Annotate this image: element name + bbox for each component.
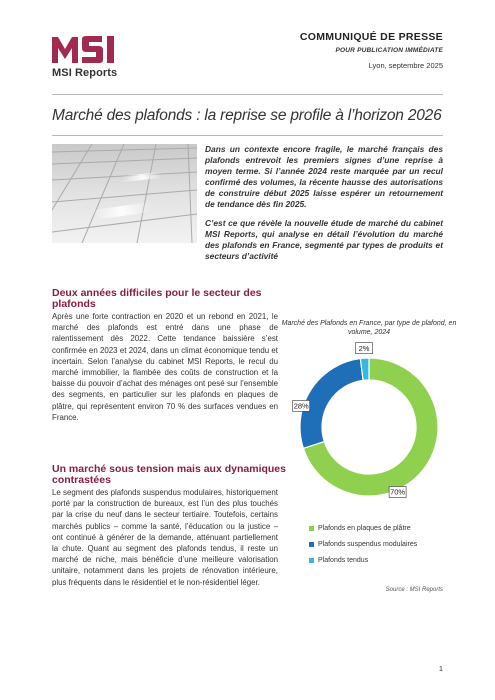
data-label-text: 28% <box>293 401 309 411</box>
legend-swatch <box>309 542 314 547</box>
lead-paragraph-1: Dans un contexte encore fragile, le marché français des plafonds entrevoit les premiers signes d’une reprise à moyen terme. Si l’année 2024 reste marquée par un recul confirmé des volumes, la récente hausse des autorisations de construire début 2025 laisse espérer un retournement de tendance dès fin 2025. <box>205 144 443 210</box>
company-name: MSI Reports <box>52 67 118 79</box>
data-label-text: 70% <box>390 487 406 497</box>
legend-label: Plafonds tendus <box>318 556 369 564</box>
legend-item <box>309 552 417 568</box>
doc-type: COMMUNIQUÉ DE PRESSE <box>299 31 443 43</box>
chart-title: Marché des Plafonds en France, par type de plafond, en volume, 2024 <box>281 320 457 336</box>
section-body-1 <box>52 311 278 423</box>
doc-header <box>243 31 443 54</box>
chart-legend <box>309 520 417 568</box>
legend-swatch <box>309 526 314 531</box>
data-label <box>293 400 310 411</box>
section-paragraph-2: Le segment des plafonds suspendus modulaires, historiquement porté par la construction de bureaux, est l’un des plus touchés par la crise du neuf dans le secteur tertiaire. Toutefois, certains marchés publics – comme la santé, l’éducation ou la justice – ont continué à générer de la demande, atténuant partiellement la chute. Quant au segment des plafonds tendus, il reste un marché de niche, mais bénéficie d’une meilleure valorisation unitaire, notamment dans les projets de rénovation intérieure, plus fréquents dans le résidentiel et le non-résidentiel léger. <box>52 488 278 587</box>
divider <box>52 135 443 136</box>
legend-label: Plafonds en plaques de plâtre <box>318 524 411 532</box>
lead-paragraph-2: C’est ce que révèle la nouvelle étude de marché du cabinet MSI Reports, qui analyse en détail l’évolution du marché des plafonds en France, segmenté par types de produits et secteurs d’activité <box>205 217 443 261</box>
data-label-text: 2% <box>358 343 370 353</box>
lead-paragraphs <box>205 144 443 269</box>
data-label <box>389 486 406 497</box>
ceiling-photo <box>52 144 197 243</box>
divider <box>52 94 443 95</box>
section-body-2 <box>52 487 278 588</box>
donut-chart <box>278 335 460 520</box>
legend-item <box>309 520 417 536</box>
publication-note: POUR PUBLICATION IMMÉDIATE <box>335 47 443 54</box>
legend-item <box>309 536 417 552</box>
data-label <box>356 343 373 354</box>
legend-swatch <box>309 558 314 563</box>
chart-source: Source : MSI Reports <box>385 587 443 593</box>
legend-label: Plafonds suspendus modulaires <box>318 540 418 548</box>
section-title-2: Un marché sous tension mais aux dynamiques contrastées <box>52 463 286 486</box>
doc-date: Lyon, septembre 2025 <box>368 61 443 70</box>
section-title-1: Deux années difficiles pour le secteur des plafonds <box>52 287 262 310</box>
page-number: 1 <box>438 664 443 673</box>
page-title: Marché des plafonds : la reprise se profile à l’horizon 2026 <box>52 107 442 124</box>
section-paragraph-1: Après une forte contraction en 2020 et un rebond en 2021, le marché des plafonds est entré dans une phase de ralentissement dès 2022. Cette tendance baissière s’est confirmée en 2023 et 2024, dans un climat économique tendu et incertain. Selon l’analyse du cabinet MSI Reports, le recul du marché immobilier, la flambée des coûts de construction et la baisse du pouvoir d’achat des ménages ont pesé sur l’ensemble des segments, en particulier sur les plafonds en plaques de plâtre, qui représentent environ 70 % des surfaces vendues en France. <box>52 312 278 422</box>
